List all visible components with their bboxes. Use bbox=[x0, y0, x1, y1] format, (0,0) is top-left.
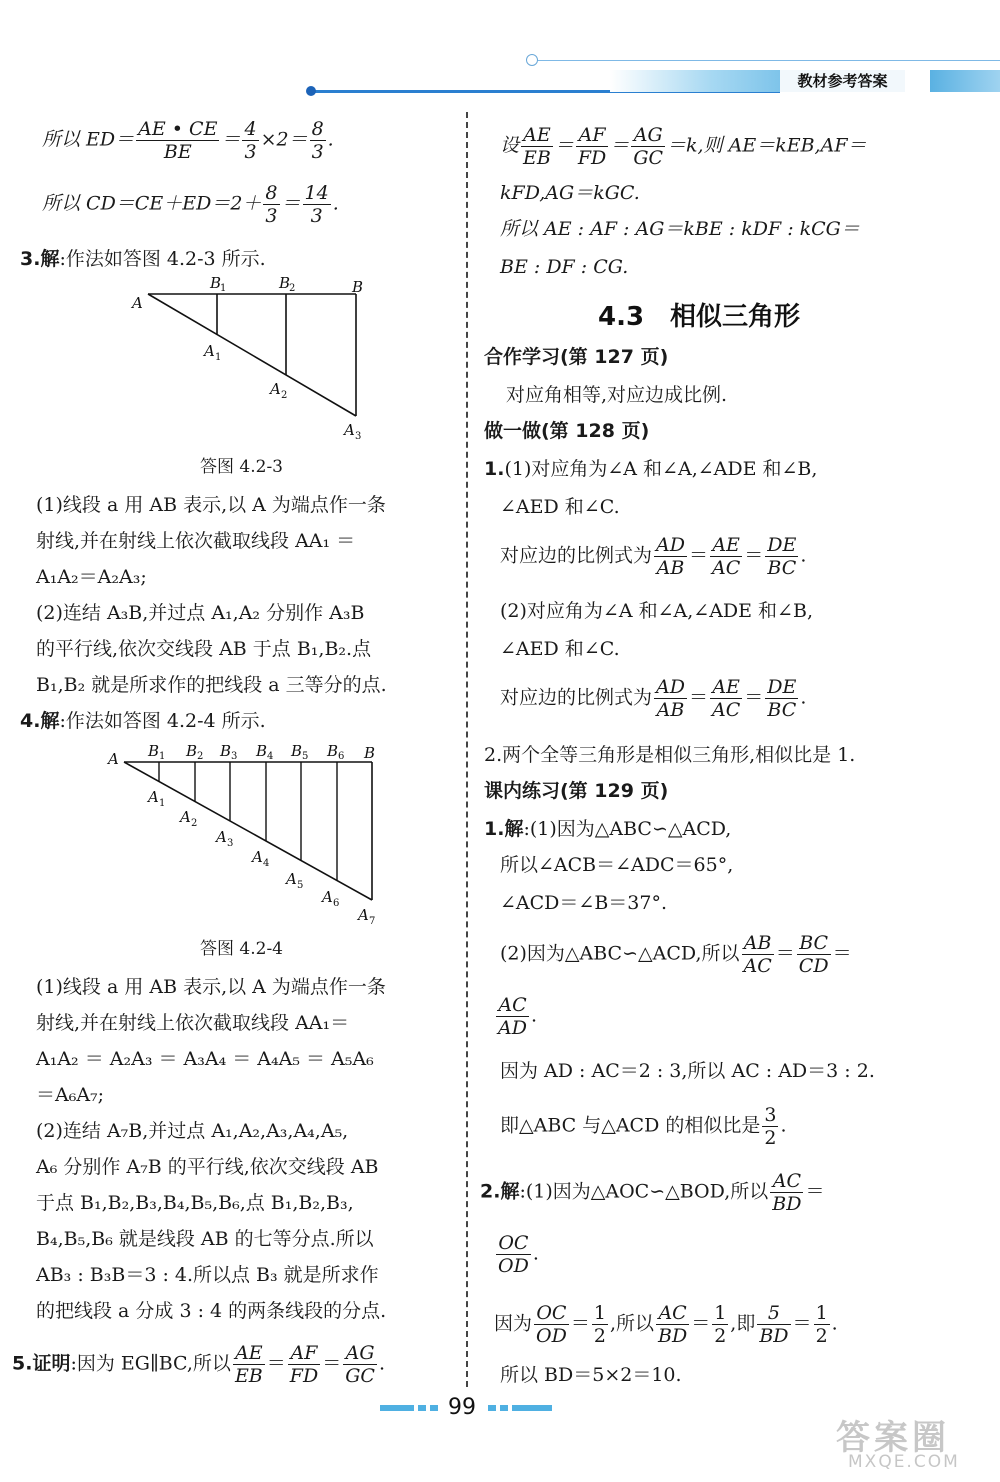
fig2-label-a2: A bbox=[180, 808, 191, 826]
figure-4-2-4 bbox=[100, 736, 400, 926]
k2-c: 因为 $\frac{OC}{OD}$ ＝ $\frac{1}{2}$ ,所以 $\frac{AC}{BD}$ ＝ $\frac{1}{2}$ ,即 $\frac{5}{BD}$ ＝ $\frac{1}{2}$ . bbox=[494, 1302, 838, 1347]
fig2-label-a6: A bbox=[322, 888, 333, 906]
svg-text:2: 2 bbox=[197, 751, 204, 762]
fig2-label-b6: B bbox=[327, 742, 339, 760]
k2-a: 2.解:(1)因为△AOC∽△BOD,所以 $\frac{AC}{BD}$ ＝ bbox=[480, 1170, 825, 1215]
s2-head: 做一做(第 128 页) bbox=[484, 420, 650, 442]
eq-cd: 所以 CD＝CE＋ED＝2＋ $\frac{8}{3}$ ＝ $\frac{14}{3}$ . bbox=[42, 182, 339, 227]
k2-d: 所以 BD＝5×2＝10. bbox=[500, 1364, 682, 1386]
fig1-label-b: B bbox=[352, 278, 364, 296]
s1-head: 合作学习(第 127 页) bbox=[484, 346, 669, 368]
q4-p2-line3: 于点 B₁,B₂,B₃,B₄,B₅,B₆,点 B₁,B₂,B₃, bbox=[36, 1192, 354, 1214]
svg-text:1: 1 bbox=[159, 751, 166, 762]
fig1-label-b1: B bbox=[210, 274, 222, 292]
r4: BE : DF : CG. bbox=[500, 256, 629, 278]
q3-p1-line3: A₁A₂＝A₂A₃; bbox=[36, 566, 147, 588]
svg-text:6: 6 bbox=[333, 898, 340, 909]
fig2-label-b5: B bbox=[291, 742, 303, 760]
fig2-label-a3: A bbox=[216, 828, 227, 846]
q4-p1-line4: ＝A₆A₇; bbox=[36, 1084, 105, 1106]
header-decor-line bbox=[532, 60, 1000, 61]
watermark: 答案圈 MXQE.COM bbox=[836, 1418, 960, 1472]
fig2-label-a5: A bbox=[286, 870, 297, 888]
fig1-caption: 答图 4.2-3 bbox=[200, 457, 283, 477]
s3-head: 课内练习(第 129 页) bbox=[484, 780, 669, 802]
fig2-label-b3: B bbox=[220, 742, 232, 760]
page-number: 99 bbox=[448, 1395, 476, 1420]
k1-f: 因为 AD : AC＝2 : 3,所以 AC : AD＝3 : 2. bbox=[500, 1060, 875, 1082]
svg-text:3: 3 bbox=[227, 838, 234, 849]
svg-text:7: 7 bbox=[369, 916, 376, 926]
svg-text:1: 1 bbox=[215, 352, 222, 363]
page-footer bbox=[380, 1395, 580, 1423]
d1-d: ∠AED 和∠C. bbox=[500, 638, 620, 660]
header-label: 教材参考答案 bbox=[780, 70, 905, 92]
fig2-label-a1: A bbox=[148, 788, 159, 806]
fig1-label-a2: A bbox=[270, 380, 281, 398]
svg-text:3: 3 bbox=[355, 431, 362, 442]
k1-b: 所以∠ACB＝∠ADC＝65°, bbox=[500, 854, 734, 876]
d1-c: (2)对应角为∠A 和∠A,∠ADE 和∠B, bbox=[500, 600, 813, 622]
fig2-label-b2: B bbox=[186, 742, 198, 760]
q3-p2-line3: B₁,B₂ 就是所求作的把线段 a 三等分的点. bbox=[36, 674, 387, 696]
q4-p1-line1: (1)线段 a 用 AB 表示,以 A 为端点作一条 bbox=[36, 976, 386, 998]
k1-d: (2)因为△ABC∽△ACD,所以 $\frac{AB}{AC}$ ＝ $\frac{BC}{CD}$ ＝ bbox=[500, 932, 852, 977]
d1-ratio-2: 对应边的比例式为 $\frac{AD}{AB}$ ＝ $\frac{AE}{AC}$ ＝ $\frac{DE}{BC}$ . bbox=[500, 676, 807, 721]
header-gradient bbox=[610, 70, 780, 92]
d1-b: ∠AED 和∠C. bbox=[500, 496, 620, 518]
column-divider bbox=[466, 112, 468, 1387]
q3-head: 3.解:作法如答图 4.2-3 所示. bbox=[20, 248, 266, 270]
k1-g: 即△ABC 与△ACD 的相似比是 $\frac{3}{2}$ . bbox=[500, 1104, 787, 1149]
svg-text:6: 6 bbox=[338, 751, 345, 762]
svg-text:5: 5 bbox=[302, 751, 309, 762]
section-title: 4.3 相似三角形 bbox=[598, 302, 801, 332]
page-header bbox=[310, 68, 1000, 98]
svg-text:1: 1 bbox=[220, 283, 227, 294]
svg-text:1: 1 bbox=[159, 798, 166, 809]
svg-text:2: 2 bbox=[289, 283, 296, 294]
q4-p2-line4: B₄,B₅,B₆ 就是线段 AB 的七等分点.所以 bbox=[36, 1228, 374, 1250]
svg-text:4: 4 bbox=[267, 751, 274, 762]
q3-p1-line1: (1)线段 a 用 AB 表示,以 A 为端点作一条 bbox=[36, 494, 386, 516]
fig2-caption: 答图 4.2-4 bbox=[200, 939, 283, 959]
k2-b: $\frac{OC}{OD}$ . bbox=[498, 1232, 539, 1277]
fig2-label-b4: B bbox=[256, 742, 268, 760]
fig1-label-a3: A bbox=[344, 421, 355, 439]
fig1-label-b2: B bbox=[279, 274, 291, 292]
r2: kFD,AG＝kGC. bbox=[500, 182, 640, 204]
eq-ed: 所以 ED＝ $\frac{AE • CE}{BE}$ ＝ $\frac{4}{3}$ ×2＝ $\frac{8}{3}$ . bbox=[42, 118, 334, 163]
d1-a: 1.(1)对应角为∠A 和∠A,∠ADE 和∠B, bbox=[484, 458, 818, 480]
s1-text: 对应角相等,对应边成比例. bbox=[506, 384, 728, 406]
fig2-label-b: B bbox=[364, 744, 376, 762]
fig2-label-a7: A bbox=[358, 906, 369, 924]
q5: 5.证明:因为 EG∥BC,所以 $\frac{AE}{EB}$ ＝ $\frac{AF}{FD}$ ＝ $\frac{AG}{GC}$ . bbox=[12, 1342, 385, 1387]
k1-a: 1.解:(1)因为△ABC∽△ACD, bbox=[484, 818, 732, 840]
header-decor-circle bbox=[526, 54, 538, 66]
svg-text:2: 2 bbox=[191, 818, 198, 829]
fig2-label-a: A bbox=[108, 750, 119, 768]
k1-e: $\frac{AC}{AD}$ . bbox=[498, 994, 538, 1039]
header-gradient-right bbox=[930, 70, 1000, 92]
fig2-label-b1: B bbox=[148, 742, 160, 760]
svg-text:3: 3 bbox=[231, 751, 238, 762]
fig2-label-a4: A bbox=[252, 848, 263, 866]
q4-p1-line3: A₁A₂ ＝ A₂A₃ ＝ A₃A₄ ＝ A₄A₅ ＝ A₅A₆ bbox=[36, 1048, 374, 1070]
k1-c: ∠ACD＝∠B＝37°. bbox=[500, 892, 668, 914]
svg-text:5: 5 bbox=[297, 880, 304, 891]
q4-p2-line6: 的把线段 a 分成 3 : 4 的两条线段的分点. bbox=[36, 1300, 387, 1322]
r1: 设 $\frac{AE}{EB}$ ＝ $\frac{AF}{FD}$ ＝ $\frac{AG}{GC}$ ＝k,则 AE＝kEB,AF＝ bbox=[500, 124, 867, 169]
q4-p2-line5: AB₃ : B₃B＝3 : 4.所以点 B₃ 就是所求作 bbox=[36, 1264, 379, 1286]
d1-ratio-1: 对应边的比例式为 $\frac{AD}{AB}$ ＝ $\frac{AE}{AC}$ ＝ $\frac{DE}{BC}$ . bbox=[500, 534, 807, 579]
fig1-label-a1: A bbox=[204, 342, 215, 360]
header-decor-dot bbox=[306, 86, 316, 96]
figure-4-2-3 bbox=[120, 272, 380, 444]
q4-p1-line2: 射线,并在射线上依次截取线段 AA₁＝ bbox=[36, 1012, 350, 1034]
q3-p2-line2: 的平行线,依次交线段 AB 于点 B₁,B₂.点 bbox=[36, 638, 372, 660]
q3-p1-line2: 射线,并在射线上依次截取线段 AA₁ ＝ bbox=[36, 530, 356, 552]
d2: 2.两个全等三角形是相似三角形,相似比是 1. bbox=[484, 744, 856, 766]
svg-text:4: 4 bbox=[263, 858, 270, 869]
svg-text:2: 2 bbox=[281, 390, 288, 401]
fig1-label-a: A bbox=[132, 294, 143, 312]
q3-p2-line1: (2)连结 A₃B,并过点 A₁,A₂ 分别作 A₃B bbox=[36, 602, 365, 624]
q4-p2-line2: A₆ 分别作 A₇B 的平行线,依次交线段 AB bbox=[36, 1156, 379, 1178]
q4-p2-line1: (2)连结 A₇B,并过点 A₁,A₂,A₃,A₄,A₅, bbox=[36, 1120, 349, 1142]
r3: 所以 AE : AF : AG＝kBE : kDF : kCG＝ bbox=[500, 218, 860, 240]
q4-head: 4.解:作法如答图 4.2-4 所示. bbox=[20, 710, 266, 732]
